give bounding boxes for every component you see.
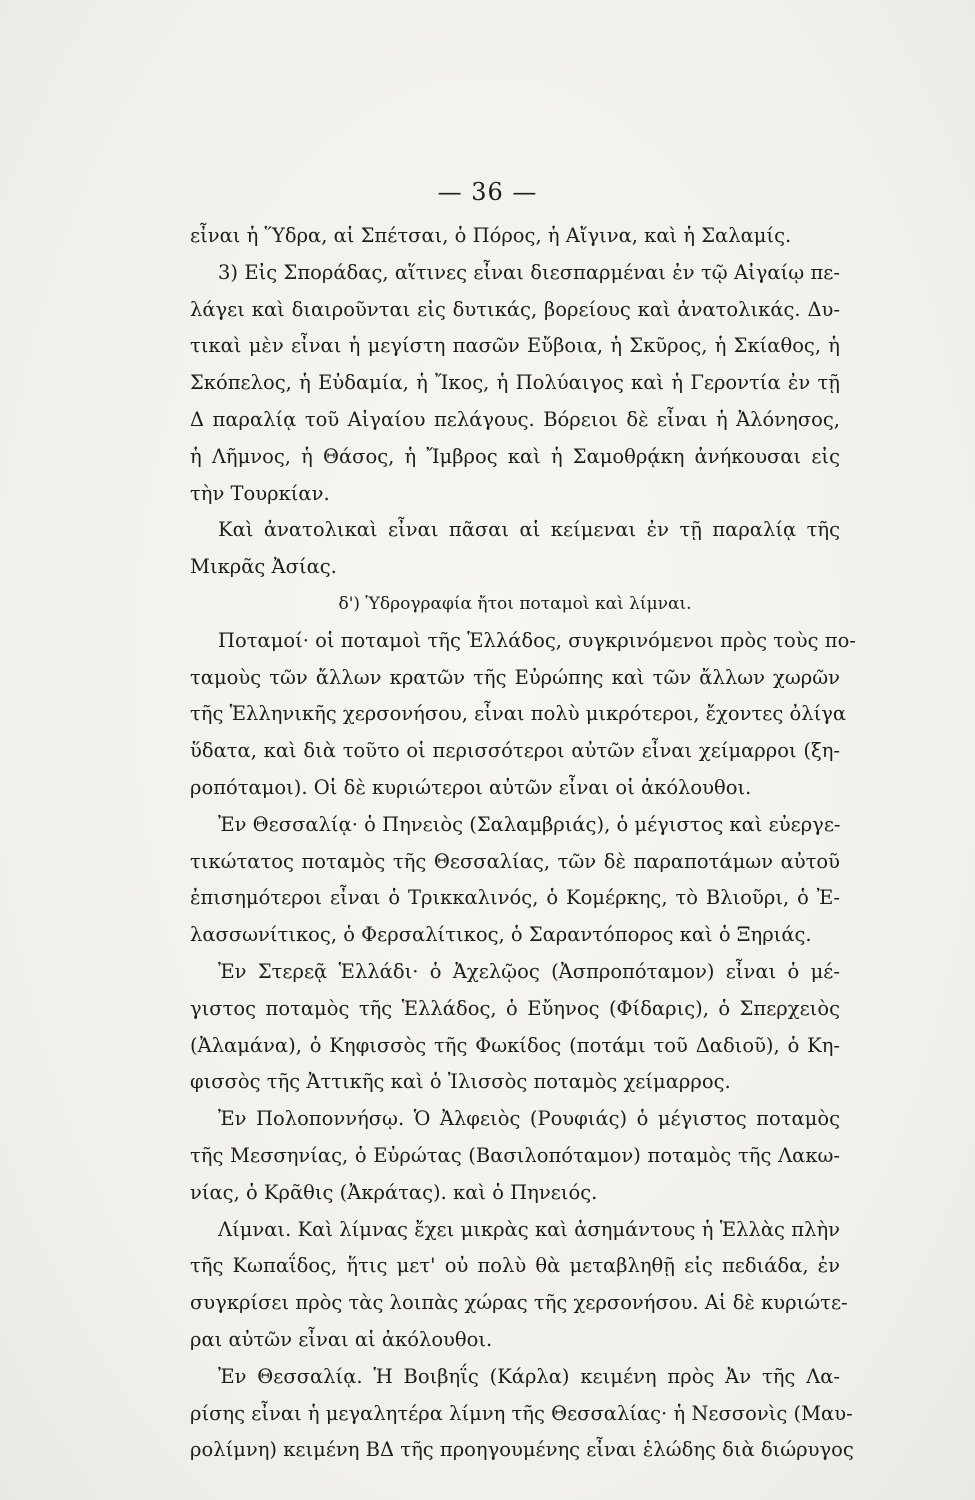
text-line: ἐπισημότεροι εἶναι ὁ Τρικκαλινός, ὁ Κομέρκης, τὸ Βλιοῦρι, ὁ Ἐ- [190,886,840,910]
text-line: Μικρᾶς Ἀσίας. [190,555,337,579]
text-line: ταμοὺς τῶν ἄλλων κρατῶν τῆς Εὐρώπης καὶ τῶν ἄλλων χωρῶν [190,665,840,689]
text-line: εἶναι ἡ Ὕδρα, αἱ Σπέτσαι, ὁ Πόρος, ἡ Αἴγινα, καὶ ἡ Σαλαμίς. [190,224,792,247]
text-line: Ἐν Στερεᾷ Ἑλλάδι· ὁ Ἀχελῷος (Ἀσπροπόταμον) εἶναι ὁ μέ- [218,959,840,983]
text-line: λάγει καὶ διαιροῦνται εἰς δυτικάς, βορείους καὶ ἀνατολικάς. Δυ- [190,297,840,321]
text-line: τῆς Κωπαΐδος, ἥτις μετ' οὐ πολὺ θὰ μεταβληθῇ εἰς πεδιάδα, ἐν [190,1254,840,1278]
text-line: ὕδατα, καὶ διὰ τοῦτο οἱ περισσότεροι αὐτῶν εἶναι χείμαρροι (ξη- [190,739,840,763]
text-line: ἡ Λῆμνος, ἡ Θάσος, ἡ Ἴμβρος καὶ ἡ Σαμοθρᾴκη ἀνήκουσαι εἰς [190,444,840,468]
text-line: (Ἀλαμάνα), ὁ Κηφισσὸς τῆς Φωκίδος (ποτάμι τοῦ Δαδιοῦ), ὁ Κη- [190,1033,840,1057]
page-number: — 36 — [437,178,538,206]
text-line: λασσωνίτικος, ὁ Φερσαλίτικος, ὁ Σαραντόπορος καὶ ὁ Ξηριάς. [190,923,812,947]
text-line: τῆς Ἑλληνικῆς χερσονήσου, εἶναι πολὺ μικρότεροι, ἔχοντες ὀλίγα [190,702,847,726]
text-line: νίας, ὁ Κρᾶθις (Ἀκράτας). καὶ ὁ Πηνειός. [190,1180,598,1204]
text-line: τῆς Μεσσηνίας, ὁ Εὐρώτας (Βασιλοπόταμον) ποταμὸς τῆς Λακω- [190,1143,840,1167]
text-line: Ἐν Θεσσαλίᾳ· ὁ Πηνειὸς (Σαλαμβριάς), ὁ μέγιστος καὶ εὐεργε- [218,812,841,836]
text-line: τικαὶ μὲν εἶναι ἡ μεγίστη πασῶν Εὔβοια, ἡ Σκῦρος, ἡ Σκίαθος, ἡ [190,334,840,358]
text-line: Λίμναι. Καὶ λίμνας ἔχει μικρὰς καὶ ἀσημάντους ἡ Ἑλλὰς πλὴν [218,1217,840,1241]
text-line: Σκόπελος, ἡ Εὐδαμία, ἡ Ἴκος, ἡ Πολύαιγος καὶ ἡ Γεροντία ἐν τῇ [190,371,840,395]
text-line: Δ παραλίᾳ τοῦ Αἰγαίου πελάγους. Βόρειοι δὲ εἶναι ἡ Ἀλόνησος, [190,407,840,431]
text-line: Καὶ ἀνατολικαὶ εἶναι πᾶσαι αἱ κείμεναι ἐν τῇ παραλίᾳ τῆς [218,518,840,542]
text-line: Ἐν Θεσσαλίᾳ. Ἡ Βοιβηΐς (Κάρλα) κειμένη πρὸς Ἀν τῆς Λα- [218,1364,840,1388]
text-line: ρίσης εἶναι ἡ μεγαλητέρα λίμνη τῆς Θεσσαλίας· ἡ Νεσσονὶς (Μαυ- [190,1401,853,1425]
text-line: τικώτατος ποταμὸς τῆς Θεσσαλίας, τῶν δὲ παραποτάμων αὐτοῦ [190,849,840,873]
text-line: συγκρίσει πρὸς τὰς λοιπὰς χώρας τῆς χερσονήσου. Αἱ δὲ κυριώτε- [190,1291,848,1315]
text-line: τὴν Τουρκίαν. [190,481,330,505]
text-line: ρολίμνη) κειμένη ΒΔ τῆς προηγουμένης εἶναι ἑλώδης διὰ διώρυγος [190,1438,854,1462]
text-line: ροπόταμοι). Οἱ δὲ κυριώτεροι αὐτῶν εἶναι οἱ ἀκόλουθοι. [190,775,752,799]
text-line: γιστος ποταμὸς τῆς Ἑλλάδος, ὁ Εὔηνος (Φίδαρις), ὁ Σπερχειὸς [190,996,840,1020]
body-text [190,218,856,1469]
text-line: ραι αὐτῶν εἶναι αἱ ἀκόλουθοι. [190,1327,493,1351]
text-line: Ἐν Πολοποννήσῳ. Ὁ Ἀλφειὸς (Ρουφιάς) ὁ μέγιστος ποταμὸς [218,1107,840,1131]
text-line: 3) Εἰς Σποράδας, αἵτινες εἶναι διεσπαρμέναι ἐν τῷ Αἰγαίῳ πε- [218,260,840,284]
text-line: φισσὸς τῆς Ἀττικῆς καὶ ὁ Ἰλισσὸς ποταμὸς χείμαρρος. [190,1070,731,1094]
section-heading: δ') Ὑδρογραφία ἤτοι ποταμοὶ καὶ λίμναι. [338,593,692,614]
text-line: Ποταμοί· οἱ ποταμοὶ τῆς Ἑλλάδος, συγκρινόμενοι πρὸς τοὺς πο- [218,628,856,652]
